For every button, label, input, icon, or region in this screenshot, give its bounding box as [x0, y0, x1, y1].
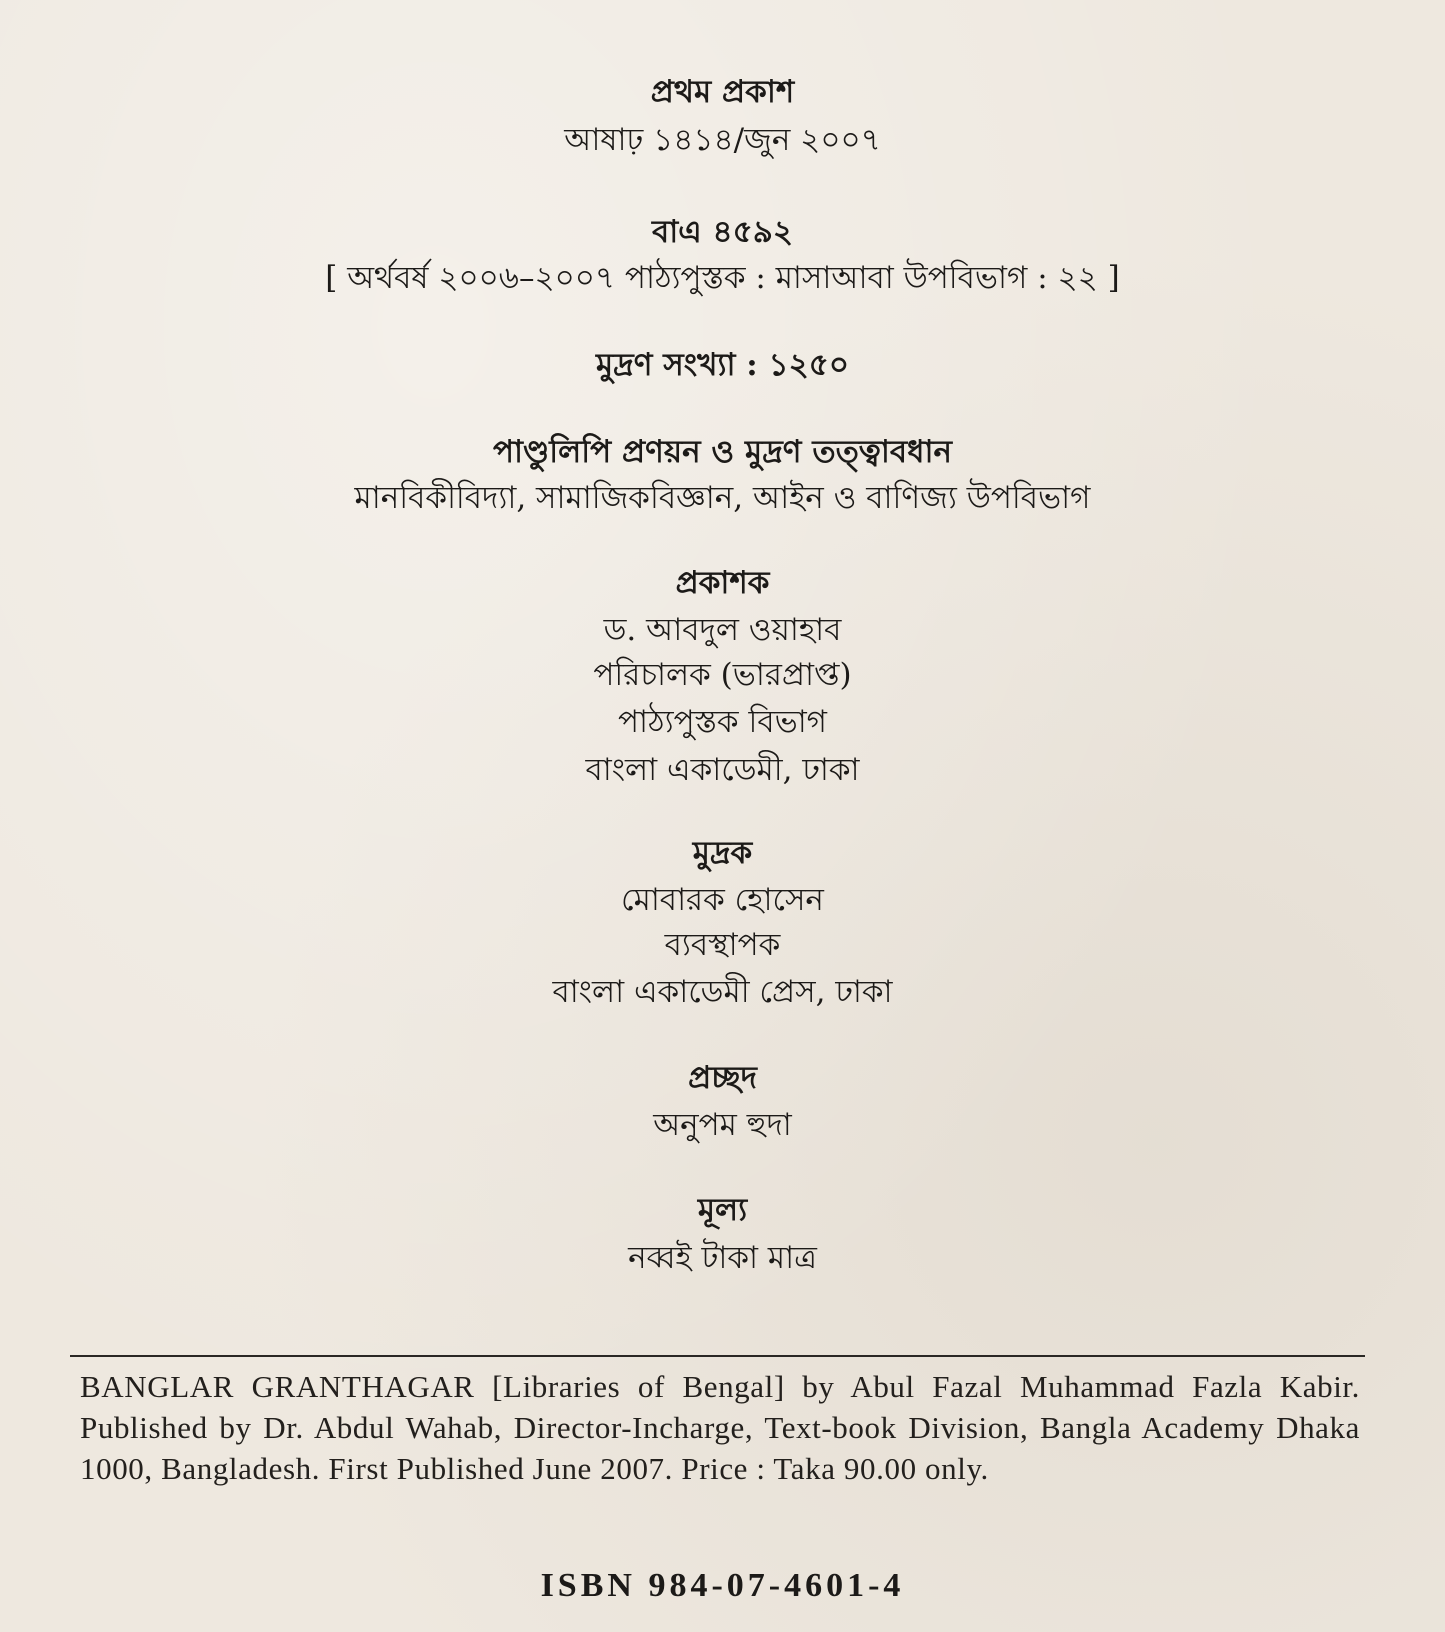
- manuscript-heading: পাণ্ডুলিপি প্রণয়ন ও মুদ্রণ তত্ত্বাবধান: [492, 434, 953, 470]
- printer-heading: মুদ্রক: [692, 835, 753, 871]
- cover-heading: প্রচ্ছদ: [688, 1060, 757, 1096]
- catalog-note: [ অর্থবর্ষ ২০০৬–২০০৭ পাঠ্যপুস্তক : মাসাআবা উপবিভাগ : ২২ ]: [325, 260, 1120, 296]
- price-value: নব্বই টাকা মাত্র: [628, 1240, 817, 1276]
- cover-designer: অনুপম হুদা: [653, 1107, 792, 1143]
- publisher-institution: বাংলা একাডেমী, ঢাকা: [585, 752, 860, 788]
- printer-name: মোবারক হোসেন: [621, 882, 824, 918]
- first-edition-date: আষাঢ় ১৪১৪/জুন ২০০৭: [564, 122, 881, 158]
- price-heading: মূল্য: [697, 1192, 748, 1228]
- catalog-number: বাএ ৪৫৯২: [651, 214, 794, 250]
- publisher-department: পাঠ্যপুস্তক বিভাগ: [618, 704, 827, 740]
- publisher-heading: প্রকাশক: [675, 565, 770, 601]
- publisher-title: পরিচালক (ভারপ্রাপ্ত): [593, 657, 852, 693]
- isbn: ISBN 984-07-4601-4: [540, 1567, 905, 1604]
- manuscript-division: মানবিকীবিদ্যা, সামাজিকবিজ্ঞান, আইন ও বাণিজ্য উপবিভাগ: [354, 480, 1091, 516]
- english-colophon: BANGLAR GRANTHAGAR [Libraries of Bengal] by Abul Fazal Muhammad Fazla Kabir. Published by Dr. Abdul Wahab, Director-Incharge, Text-book Division, Bangla Academy Dhaka 1000, Bangladesh. First Published June 2007. Price : Taka 90.00 only.: [80, 1369, 1360, 1486]
- divider-rule: [70, 1355, 1365, 1357]
- print-run: মুদ্রণ সংখ্যা : ১২৫০: [595, 347, 850, 383]
- printer-press: বাংলা একাডেমী প্রেস, ঢাকা: [552, 974, 893, 1010]
- printer-title: ব্যবস্থাপক: [664, 927, 781, 963]
- publisher-name: ড. আবদুল ওয়াহাব: [603, 612, 842, 648]
- first-edition-heading: প্রথম প্রকাশ: [650, 74, 795, 110]
